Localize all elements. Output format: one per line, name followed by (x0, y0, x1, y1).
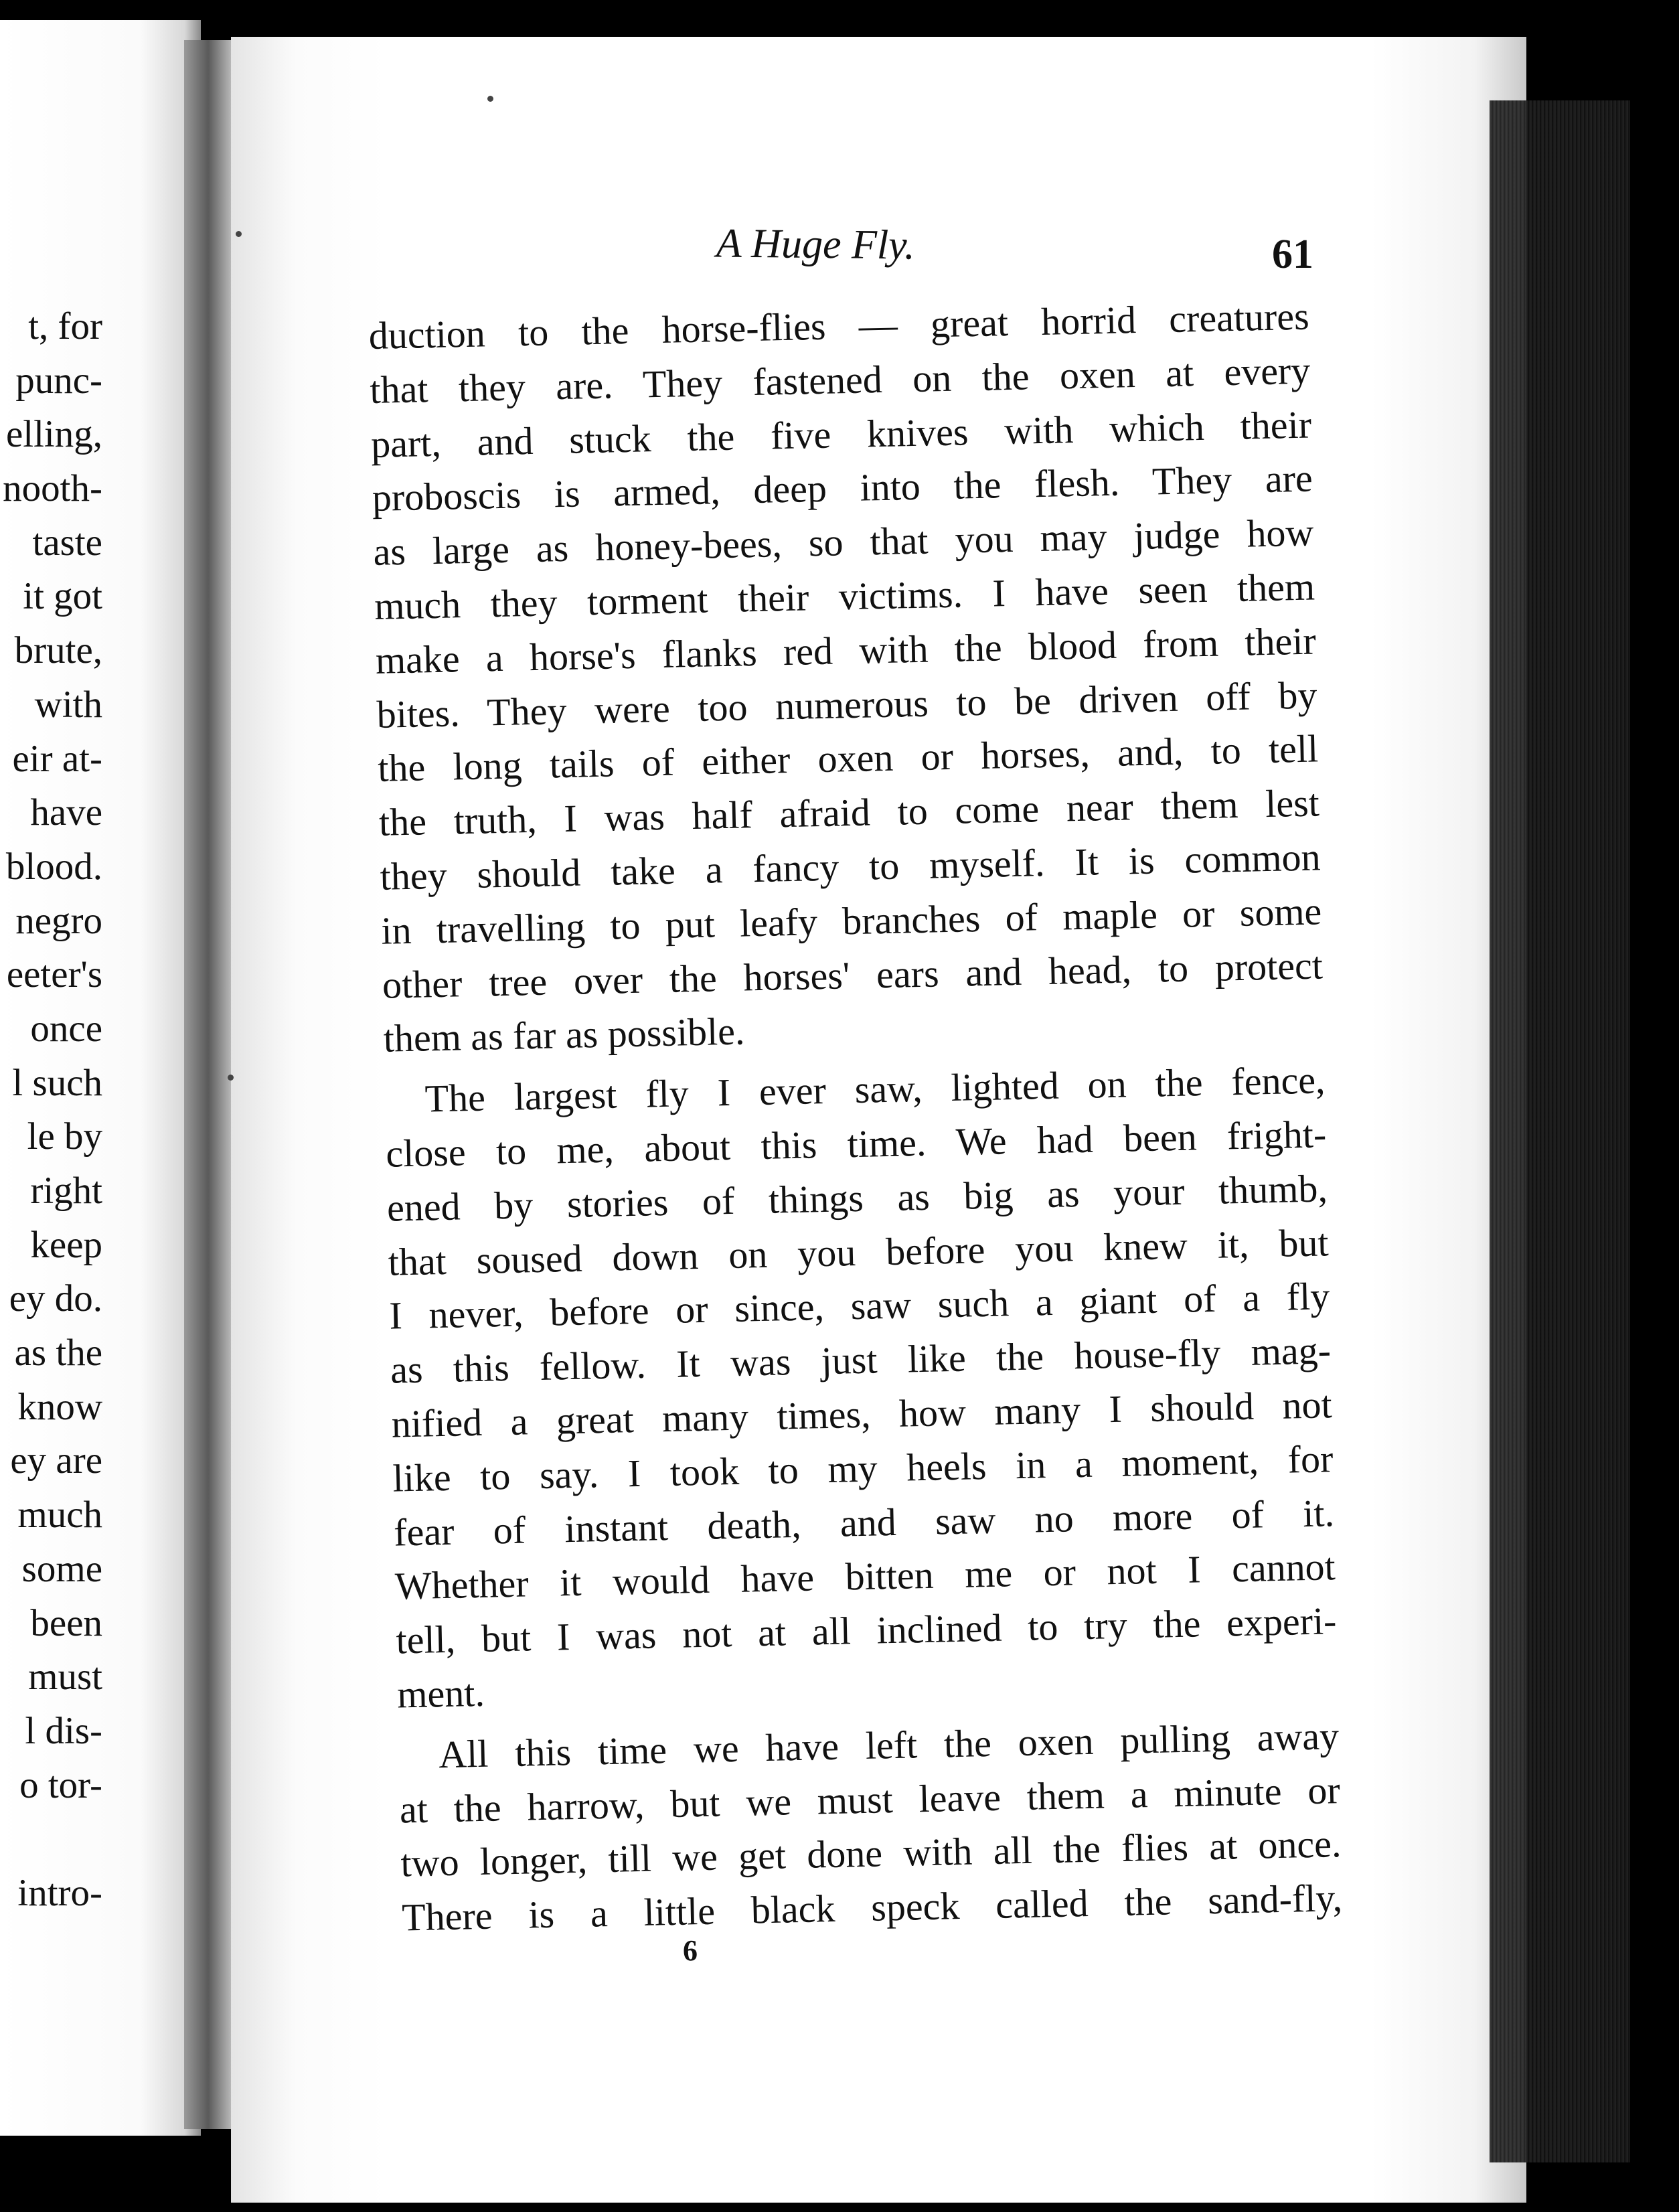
left-line: elling, (5, 413, 102, 456)
speck (487, 96, 493, 102)
text-line: the long tails of either oxen or horses, and, to tell (377, 726, 1319, 791)
left-line: been (30, 1601, 102, 1644)
text-line: part, and stuck the five knives with which their (370, 402, 1312, 466)
left-line: le by (27, 1115, 102, 1158)
text-line: ened by stories of things as big as your thumb, (386, 1166, 1328, 1230)
text-line: ment. (396, 1670, 485, 1717)
text-line: duction to the horse-flies — great horrid creatures (368, 294, 1310, 358)
text-line: them as far as possible. (383, 1009, 745, 1061)
text-line: tell, but I was not at all inclined to try the experi- (395, 1599, 1338, 1662)
left-line: have (30, 791, 102, 834)
text-line: in travelling to put leafy branches of maple or some (380, 889, 1322, 953)
text-line: close to me, about this time. We had been fright- (385, 1112, 1327, 1176)
signature-mark: 6 (683, 1934, 698, 1967)
text-line: I never, before or since, saw such a giant of a fly (388, 1274, 1330, 1338)
left-line: eir at- (12, 737, 102, 780)
text-line: proboscis is armed, deep into the flesh. They are (372, 456, 1313, 520)
body-text (368, 290, 1343, 1946)
left-line: know (17, 1385, 102, 1428)
left-line: t, for (28, 305, 102, 347)
text-line: All this time we have left the oxen pulling away (438, 1713, 1340, 1776)
text-line: two longer, till we get done with all the flies at once. (400, 1822, 1342, 1885)
left-line: much (17, 1494, 102, 1536)
left-line: blood. (5, 845, 102, 888)
text-line: There is a little black speck called the sand-fly, (401, 1876, 1343, 1940)
text-line: fear of instant death, and saw no more of it. (393, 1490, 1335, 1555)
text-line: nified a great many times, how many I should not (391, 1382, 1333, 1446)
text-line: that they are. They fastened on the oxen at every (369, 348, 1311, 412)
page-edges (1490, 100, 1630, 2162)
left-line: ey do. (9, 1277, 102, 1320)
running-head: A Huge Fly. (716, 220, 916, 268)
left-line: must (28, 1656, 102, 1698)
text-line: as this fellow. It was just like the house-fly mag- (390, 1328, 1332, 1392)
left-line: right (30, 1170, 102, 1212)
text-line: as large as honey-bees, so that you may judge how (372, 510, 1314, 574)
left-line: it got (23, 575, 102, 618)
text-line: The largest fly I ever saw, lighted on the fence, (424, 1058, 1326, 1121)
speck (228, 1075, 234, 1081)
left-line: brute, (14, 629, 102, 672)
text-line: much they torment their victims. I have seen them (374, 564, 1315, 628)
text-line: that soused down on you before you knew it, but (388, 1220, 1330, 1284)
left-line: nooth- (3, 467, 102, 510)
left-line: l such (12, 1061, 102, 1104)
text-line: bites. They were too numerous to be driven off by (376, 673, 1318, 736)
left-line: once (30, 1007, 102, 1050)
page-number: 61 (1272, 232, 1313, 277)
text-line: like to say. I took to my heels in a moment, for (392, 1436, 1334, 1500)
text-line: the truth, I was half afraid to come near them lest (378, 781, 1320, 844)
text-line: at the harrow, but we must leave them a minute or (399, 1767, 1341, 1832)
left-line: ey are (10, 1439, 102, 1482)
left-line: keep (30, 1223, 102, 1266)
text-line: they should take a fancy to myself. It is common (380, 835, 1322, 898)
left-line (0, 1812, 102, 1867)
left-line: as the (14, 1332, 102, 1374)
left-page-text (0, 0, 102, 1921)
left-line: intro- (17, 1871, 102, 1914)
left-line: taste (32, 521, 102, 564)
speck (236, 231, 242, 237)
left-line: o tor- (19, 1763, 102, 1806)
left-line: with (34, 683, 102, 726)
left-line: l dis- (25, 1709, 102, 1752)
text-line: Whether it would have bitten me or not I cannot (394, 1545, 1336, 1608)
left-line: negro (15, 899, 102, 942)
left-line: some (21, 1547, 102, 1590)
left-line: punc- (15, 359, 102, 402)
text-line: make a horse's flanks red with the blood from their (375, 619, 1317, 682)
left-line: eeter's (6, 953, 102, 996)
text-line: other tree over the horses' ears and head, to protect (382, 943, 1324, 1007)
